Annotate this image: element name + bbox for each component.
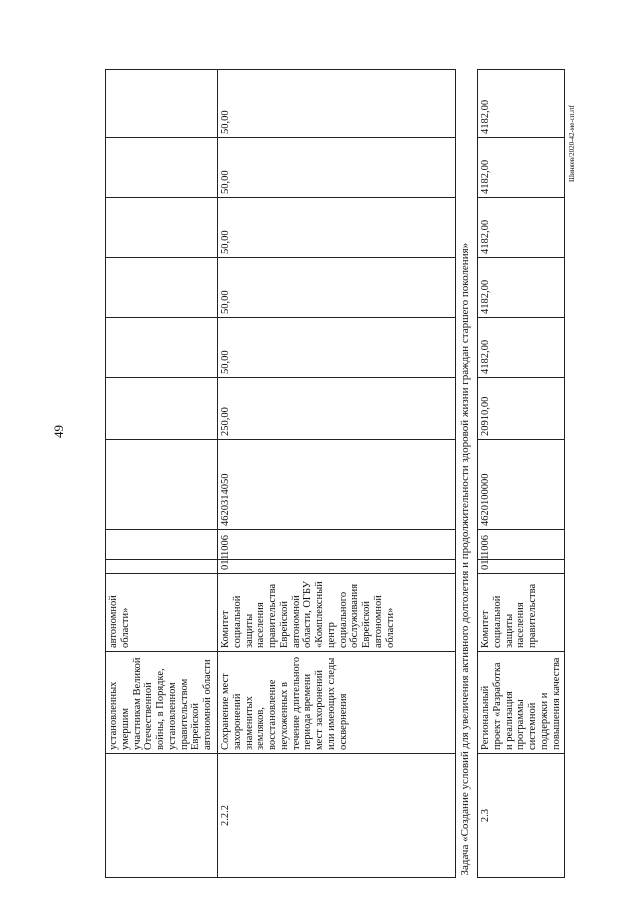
page-number: 49 xyxy=(51,425,66,438)
year-value: 50,00 xyxy=(218,198,456,258)
row-number: 2.3 xyxy=(478,754,565,878)
grbs-code: 011 xyxy=(478,560,565,574)
table-row xyxy=(478,70,565,878)
footer-file-code: Шиняев/2020-42-ме-сп.rtf xyxy=(568,105,576,182)
rotated-table-container xyxy=(105,70,577,878)
grbs-code xyxy=(106,560,218,574)
total-value: 250,00 xyxy=(218,378,456,440)
year-value: 4182,00 xyxy=(478,138,565,198)
year-value xyxy=(106,138,218,198)
task-row xyxy=(456,70,478,878)
grbs-code: 011 xyxy=(218,560,456,574)
year-value xyxy=(106,70,218,138)
year-value: 50,00 xyxy=(218,70,456,138)
measure-name: Региональный проект «Разработка и реализация программы системной поддержки и повышения качества xyxy=(478,652,565,754)
program-table xyxy=(105,69,565,878)
executor: Комитет социальной защиты населения правительства Еврейской автономной области, ОГБУ «Комплексный центр социального обслуживания Еврейской автономной области» xyxy=(218,574,456,652)
year-value: 4182,00 xyxy=(478,318,565,378)
year-value: 4182,00 xyxy=(478,198,565,258)
year-value xyxy=(106,318,218,378)
section-code xyxy=(106,530,218,560)
year-value: 50,00 xyxy=(218,318,456,378)
target-code: 4620100000 xyxy=(478,440,565,530)
section-code: 1006 xyxy=(218,530,456,560)
section-code: 1006 xyxy=(478,530,565,560)
task-title: Задача «Создание условий для увеличения активного долголетия и продолжительности здоровой жизни граждан старшего поколения» xyxy=(456,70,478,878)
measure-name: установленных умершим участникам Великой Отечественной войны, в Порядке, установленном правительством Еврейской автономной области xyxy=(106,652,218,754)
year-value xyxy=(106,258,218,318)
row-number xyxy=(106,754,218,878)
table-row xyxy=(218,70,456,878)
year-value: 4182,00 xyxy=(478,70,565,138)
total-value: 20910,00 xyxy=(478,378,565,440)
year-value xyxy=(106,198,218,258)
measure-name: Сохранение мест захоронений знаменитых земляков, восстановление неухоженных в течение длительного периода времени мест захоронений или имеющих следы осквернения xyxy=(218,652,456,754)
year-value: 4182,00 xyxy=(478,258,565,318)
target-code: 4620314050 xyxy=(218,440,456,530)
year-value: 50,00 xyxy=(218,138,456,198)
table-row xyxy=(106,70,218,878)
year-value: 50,00 xyxy=(218,258,456,318)
total-value xyxy=(106,378,218,440)
row-number: 2.2.2 xyxy=(218,754,456,878)
target-code xyxy=(106,440,218,530)
executor: автономной области» xyxy=(106,574,218,652)
executor: Комитет социальной защиты населения правительства xyxy=(478,574,565,652)
